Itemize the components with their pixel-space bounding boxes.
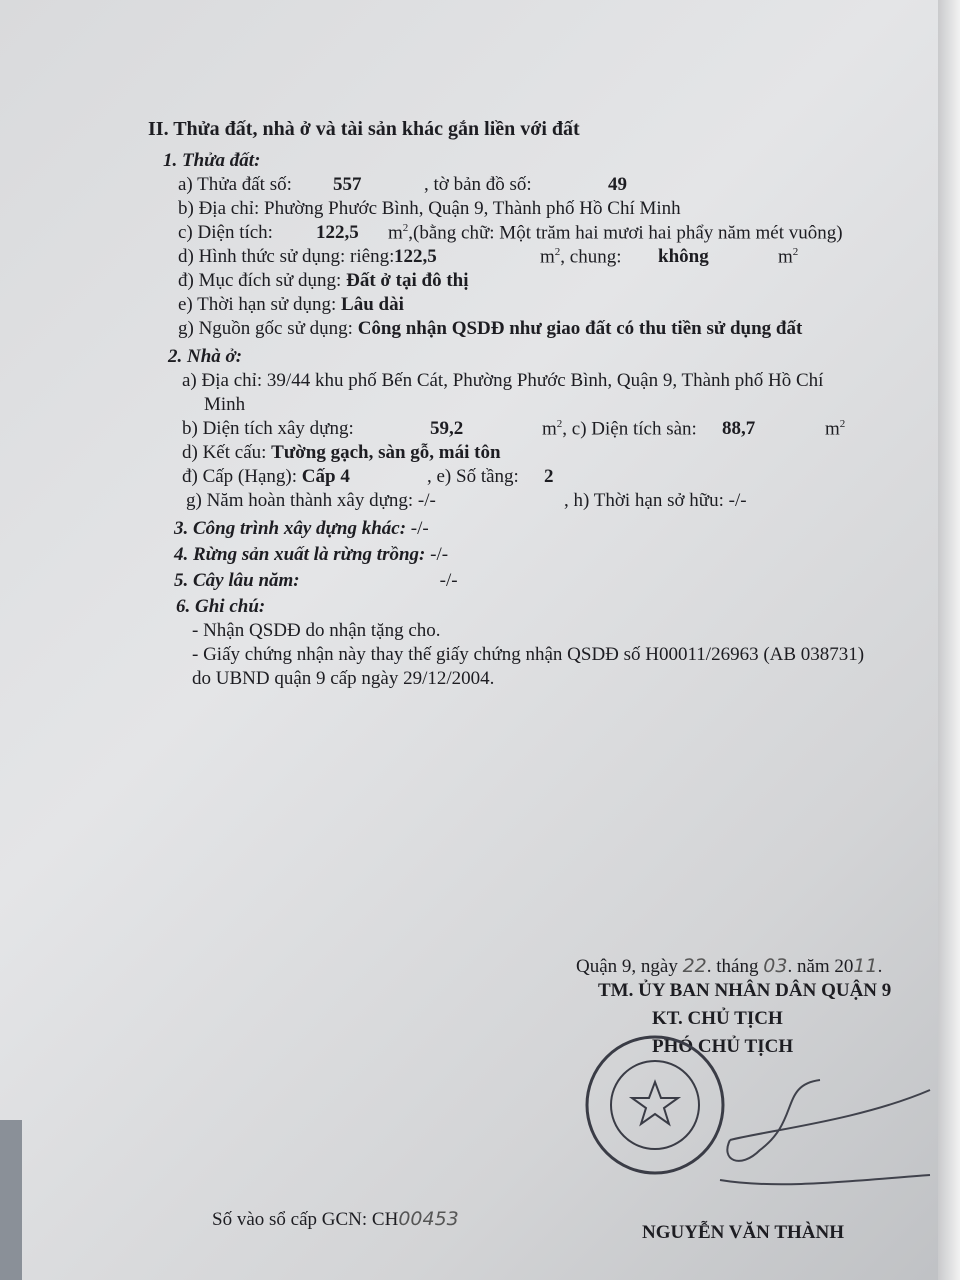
registry-number — [212, 1208, 459, 1231]
note-line: - Nhận QSDĐ do nhận tặng cho. — [192, 620, 441, 641]
label: , tờ bản đồ số: — [424, 174, 532, 195]
usage-purpose — [178, 270, 469, 292]
parcel-number: 557 — [333, 174, 362, 195]
signing-date: Quận 9, ngày 22. tháng 03. năm 2011. — [576, 955, 883, 977]
land-area-row: c) Diện tích: 122,5 $m^2,(bằng$ chữ: Một trăm hai mươi hai phẩy năm mét vuông) — [178, 222, 843, 244]
land-address: b) Địa chỉ: Phường Phước Bình, Quận 9, Thành phố Hồ Chí Minh — [178, 198, 681, 219]
value: 00453 — [398, 1208, 459, 1230]
value: Tường gạch, sàn gỗ, mái tôn — [271, 442, 501, 463]
notes-heading: 6. Ghi chú: — [176, 596, 266, 617]
label: tháng — [716, 956, 759, 977]
label: , e) Số tầng: — [427, 466, 519, 487]
unit: m — [778, 246, 793, 268]
label: 4. Rừng sản xuất là rừng trồng: — [174, 544, 426, 565]
map-sheet-number: 49 — [608, 174, 627, 195]
value: Đất ở tại đô thị — [346, 270, 469, 291]
floors: 2 — [544, 466, 554, 487]
area-in-words: ,(bằng chữ: Một trăm hai mươi hai phẩy năm mét vuông) — [408, 222, 843, 244]
month: 03 — [763, 955, 788, 977]
grade-row — [182, 466, 554, 488]
ownership-term: , h) Thời hạn sở hữu: -/- — [564, 490, 747, 511]
label: e) Thời hạn sử dụng: — [178, 294, 337, 315]
label: c) Diện tích: — [178, 222, 273, 243]
house-area-row: b) Diện tích xây dựng: 59,2 $m^2$, c) Diện tích sàn: 88,7 $m^2$ — [182, 418, 846, 440]
note-line: - Giấy chứng nhận này thay thế giấy chứng nhận QSDĐ số H00011/26963 (AB 038731) — [192, 644, 865, 665]
signing-org: TM. ỦY BAN NHÂN DÂN QUẬN 9 — [598, 980, 892, 1001]
shared-area: không — [658, 246, 709, 267]
background-fabric — [0, 1120, 22, 1280]
label: b) Diện tích xây dựng: — [182, 418, 354, 439]
signer-role: KT. CHỦ TỊCH — [652, 1008, 783, 1029]
section-title: II. Thửa đất, nhà ở và tài sản khác gắn liền với đất — [148, 118, 580, 140]
unit: m — [825, 418, 840, 440]
signer-role: PHÓ CHỦ TỊCH — [652, 1036, 794, 1057]
label: 3. Công trình xây dựng khác: — [174, 518, 407, 539]
value: Lâu dài — [341, 294, 404, 315]
unit: m — [542, 418, 557, 440]
value: -/- — [439, 570, 458, 591]
label: , c) Diện tích sàn: — [562, 418, 697, 440]
floor-area: 88,7 — [722, 418, 756, 439]
note-line: do UBND quận 9 cấp ngày 29/12/2004. — [192, 668, 495, 689]
label: 5. Cây lâu năm: — [174, 570, 300, 591]
house-address-line1: a) Địa chỉ: 39/44 khu phố Bến Cát, Phường Phước Bình, Quận 9, Thành phố Hồ Chí — [182, 370, 824, 391]
usage-term — [178, 294, 404, 316]
value: -/- — [430, 544, 449, 565]
signer-name: NGUYỄN VĂN THÀNH — [642, 1222, 844, 1243]
label: đ) Cấp (Hạng): — [182, 466, 298, 487]
usage-form-row: d) Hình thức sử dụng: riêng: 122,5 $m^2$, chung: không $m^2$ — [178, 246, 799, 268]
label: Quận 9, ngày — [576, 956, 678, 977]
house-address-line2: Minh — [204, 394, 246, 415]
label: , chung: — [560, 246, 622, 268]
label: năm 20 — [796, 956, 854, 977]
label: d) Kết cấu: — [182, 442, 267, 463]
land-heading: 1. Thửa đất: — [163, 150, 261, 171]
completion-year: g) Năm hoàn thành xây dựng: -/- — [186, 490, 436, 511]
other-item — [174, 518, 429, 540]
label: g) Nguồn gốc sử dụng: — [178, 318, 353, 339]
paper-edge — [938, 0, 960, 1280]
label: đ) Mục đích sử dụng: — [178, 270, 342, 291]
label: d) Hình thức sử dụng: riêng: — [178, 246, 395, 267]
value: -/- — [410, 518, 429, 539]
land-area: 122,5 — [316, 222, 359, 243]
other-item — [174, 570, 458, 592]
unit: m — [540, 246, 555, 268]
value: Công nhận QSDĐ như giao đất có thu tiền sử dụng đất — [357, 318, 803, 339]
building-area: 59,2 — [430, 418, 464, 439]
grade: Cấp 4 — [301, 466, 350, 487]
handwritten-signature — [700, 1060, 940, 1200]
label: Số vào sổ cấp GCN: CH — [212, 1209, 399, 1230]
completion-row — [186, 490, 747, 512]
usage-origin — [178, 318, 802, 340]
house-heading: 2. Nhà ở: — [168, 346, 243, 367]
private-area: 122,5 — [394, 246, 437, 267]
land-parcel-row — [178, 174, 627, 196]
year: 11 — [853, 955, 878, 977]
label: a) Thửa đất số: — [178, 174, 292, 195]
day: 22 — [682, 955, 707, 977]
other-item — [174, 544, 448, 566]
unit: m — [388, 222, 403, 244]
structure — [182, 442, 501, 464]
